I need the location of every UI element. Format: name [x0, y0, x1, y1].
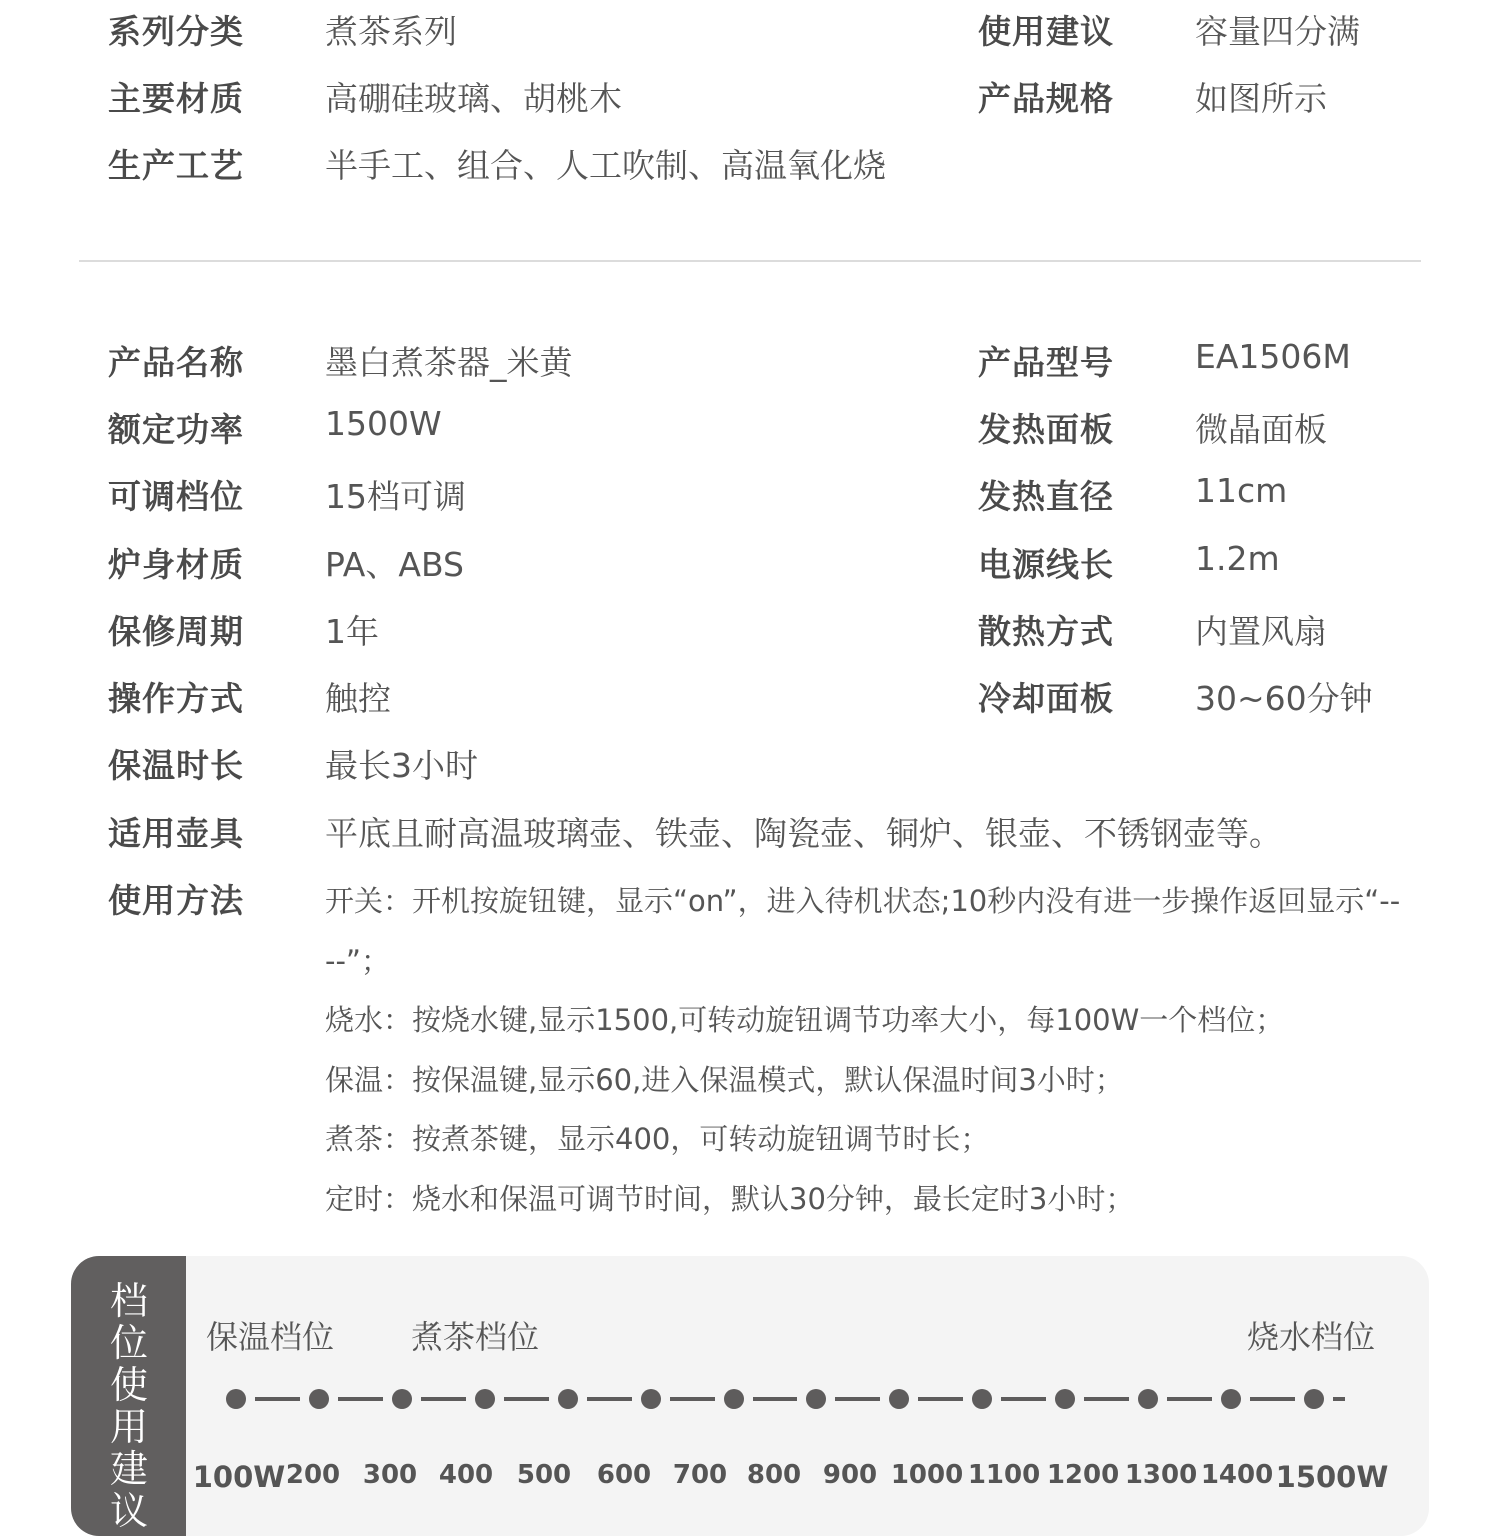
scale-tick-label: 200	[285, 1460, 341, 1490]
spec-label-heating-diameter: 发热直径	[978, 477, 1114, 516]
scale-tick-label: 300	[362, 1460, 418, 1490]
usage-label: 使用方法	[108, 881, 244, 920]
usage-line-keep-warm: 保温：按保温键,显示60,进入保温模式，默认保温时间3小时；	[325, 1062, 1124, 1097]
scale-tick-label: 1100	[967, 1460, 1041, 1490]
spec-label-usage-suggestion: 使用建议	[978, 12, 1114, 51]
spec-value-rated-power: 1500W	[325, 404, 442, 443]
spec-value-cord-length: 1.2m	[1195, 539, 1280, 578]
spec-label-rated-power: 额定功率	[108, 410, 244, 449]
gear-panel-title: 档位使用建议	[109, 1279, 148, 1533]
spec-label-compatible-pots: 适用壶具	[108, 814, 244, 853]
usage-line-boil: 烧水：按烧水键,显示1500,可转动旋钮调节功率大小，每100W一个档位；	[325, 1003, 1285, 1037]
spec-label-operation: 操作方式	[108, 679, 244, 718]
scale-tick-label: 1400	[1200, 1460, 1274, 1490]
spec-value-product-name: 墨白煮茶器_米黄	[325, 343, 573, 382]
spec-value-series: 煮茶系列	[325, 12, 457, 51]
scale-tick-label: 1000	[890, 1460, 964, 1490]
spec-label-series: 系列分类	[108, 12, 244, 51]
scale-tick-label: 700	[672, 1460, 728, 1490]
spec-value-model: EA1506M	[1195, 337, 1351, 376]
spec-value-keep-warm: 最长3小时	[325, 746, 478, 785]
spec-label-cord-length: 电源线长	[978, 545, 1114, 584]
spec-value-warranty: 1年	[325, 612, 379, 651]
usage-instructions	[325, 872, 1405, 1229]
usage-line-timer: 定时：烧水和保温可调节时间，默认30分钟，最长定时3小时；	[325, 1181, 1135, 1216]
zone-label-boil: 烧水档位	[1247, 1318, 1376, 1356]
scale-tick-label: 500	[516, 1460, 572, 1490]
gear-panel-sidebar	[71, 1256, 186, 1536]
spec-value-body-material: PA、ABS	[325, 545, 464, 584]
spec-label-warranty: 保修周期	[108, 612, 244, 651]
spec-label-cooling-panel: 冷却面板	[978, 679, 1114, 718]
spec-value-operation: 触控	[325, 679, 391, 718]
spec-value-material: 高硼硅玻璃、胡桃木	[325, 79, 622, 118]
gear-panel	[71, 1256, 1429, 1536]
spec-label-body-material: 炉身材质	[108, 545, 244, 584]
spec-label-cooling-method: 散热方式	[978, 612, 1114, 651]
scale-tick-label: 600	[596, 1460, 652, 1490]
spec-label-model: 产品型号	[978, 343, 1114, 382]
spec-label-craft: 生产工艺	[108, 146, 244, 185]
zone-label-tea: 煮茶档位	[411, 1318, 540, 1356]
spec-value-compatible-pots: 平底且耐高温玻璃壶、铁壶、陶瓷壶、铜炉、银壶、不锈钢壶等。	[325, 814, 1282, 853]
spec-label-size: 产品规格	[978, 79, 1114, 118]
spec-value-size: 如图所示	[1195, 79, 1327, 118]
spec-value-cooling-method: 内置风扇	[1195, 612, 1327, 651]
spec-label-heating-panel: 发热面板	[978, 410, 1114, 449]
scale-tick-label: 100W	[192, 1460, 286, 1494]
spec-label-keep-warm: 保温时长	[108, 746, 244, 785]
scale-tick-label: 900	[822, 1460, 878, 1490]
spec-label-product-name: 产品名称	[108, 343, 244, 382]
scale-tick-label: 1300	[1124, 1460, 1198, 1490]
section-divider	[79, 260, 1421, 262]
spec-value-heating-panel: 微晶面板	[1195, 410, 1327, 449]
spec-value-gears: 15档可调	[325, 477, 466, 516]
zone-label-keep-warm: 保温档位	[206, 1318, 335, 1356]
spec-value-heating-diameter: 11cm	[1195, 471, 1288, 510]
scale-tick-label: 400	[438, 1460, 494, 1490]
spec-value-cooling-panel: 30~60分钟	[1195, 679, 1373, 718]
usage-line-power: 开关：开机按旋钮键，显示“on”，进入待机状态;10秒内没有进一步操作返回显示“----”；	[325, 884, 1401, 978]
spec-label-material: 主要材质	[108, 79, 244, 118]
spec-label-gears: 可调档位	[108, 477, 244, 516]
scale-tick-label: 800	[746, 1460, 802, 1490]
scale-tick-label: 1200	[1046, 1460, 1120, 1490]
usage-line-tea: 煮茶：按煮茶键，显示400，可转动旋钮调节时长；	[325, 1122, 990, 1156]
scale-tick-label: 1500W	[1275, 1460, 1389, 1494]
spec-value-usage-suggestion: 容量四分满	[1195, 12, 1360, 51]
spec-value-craft: 半手工、组合、人工吹制、高温氧化烧	[325, 146, 886, 185]
